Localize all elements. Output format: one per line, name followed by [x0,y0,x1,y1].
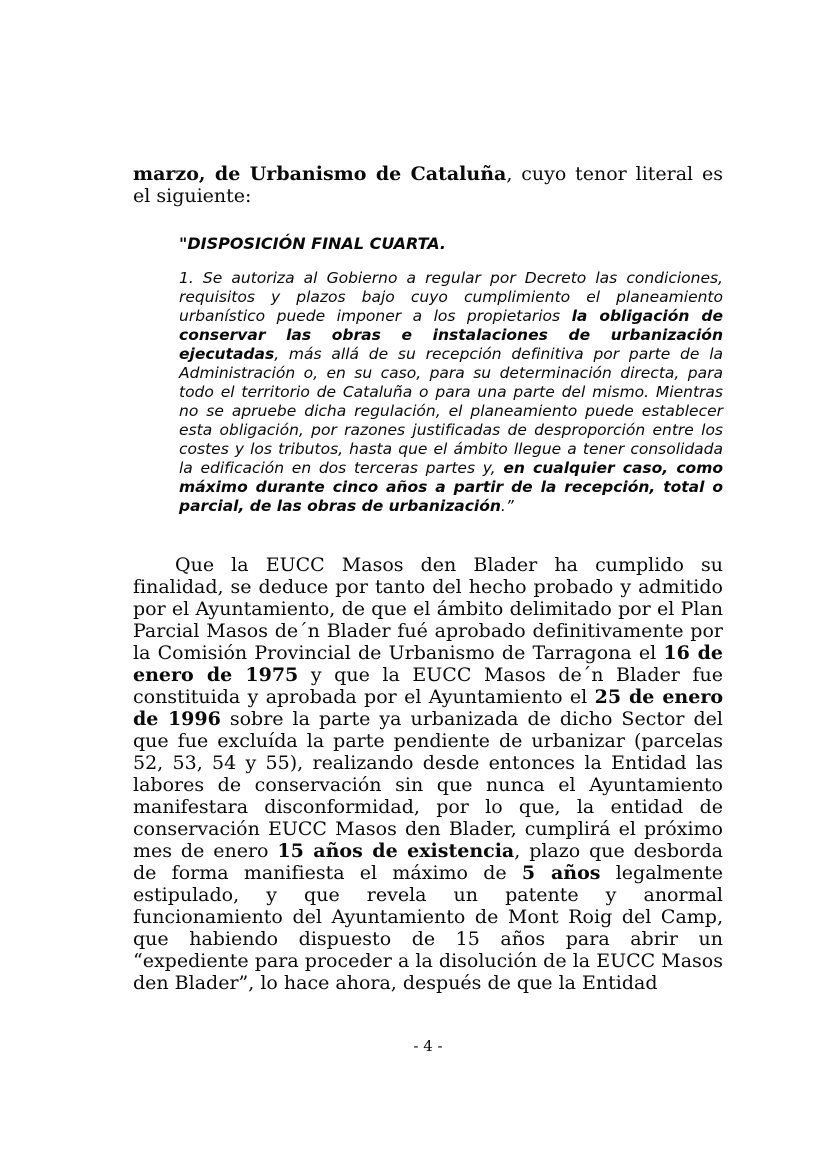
quote-body-paragraph [179,269,723,516]
text-run: sobre la parte ya urbanizada de dicho Sector del que fue excluída la parte pendiente de urbanizar (parcelas 52, 53, 54 y 55), realizando desde entonces la Entidad las labores de conservación sin que nunca el Ayuntamiento manifestara disconformidad, por lo que, la entidad de conservación EUCC Masos den Blader, cumplirá el próximo mes de enero [133,708,723,862]
intro-paragraph [133,163,723,207]
text-run: marzo, de Urbanismo de Cataluña [133,163,507,185]
text-run: 5 años [521,862,601,884]
text-run: 15 años de existencia [277,840,515,862]
page-content [133,163,723,994]
main-paragraph [133,554,723,994]
text-run: 1. Se autoriza al Gobierno a regular por Decreto las condiciones, requisitos y plazos bajo cuyo cumplimiento el planeamiento urbanístico puede imponer a los propietarios [179,269,723,325]
text-run: , cuyo tenor literal es el siguiente: [133,163,723,207]
text-run: la obligación de conservar las obras e instalaciones de urbanización ejecutadas [179,307,723,363]
text-run: , plazo que desborda de forma manifiesta el máximo de [133,840,723,884]
text-run: en cualquier caso, como máximo durante cinco años a partir de la recepción, total o parcial, de las obras de urbanización [179,459,723,515]
text-run: y que la EUCC Masos de´n Blader fue constituida y aprobada por el Ayuntamiento el [133,664,723,708]
text-run: .” [500,497,514,515]
quote-heading [179,233,723,255]
text-run: "DISPOSICIÓN FINAL CUARTA. [179,234,447,253]
text-run: 16 de enero de 1975 [133,642,723,686]
text-run: legalmente estipulado, y que revela un patente y anormal funcionamiento del Ayuntamiento de Mont Roig del Camp, que habiendo dispuesto de 15 años para abrir un “expediente para proceder a la disolución de la EUCC Masos den Blader”, lo hace ahora, después de que la Entidad [133,862,723,994]
text-run: , más allá de su recepción definitiva por parte de la Administración o, en su caso, para su determinación directa, para todo el territorio de Cataluña o para una parte del mismo. Mientras no se apruebe dicha regulación, el planeamiento puede establecer esta obligación, por razones justificadas de desproporción entre los costes y los tributos, hasta que el ámbito llegue a tener consolidada la edificación en dos terceras partes y, [179,345,723,477]
text-run: 25 de enero de 1996 [133,686,723,730]
page-number: - 4 - [413,1037,443,1055]
text-run: Que la EUCC Masos den Blader ha cumplido su finalidad, se deduce por tanto del hecho probado y admitido por el Ayuntamiento, de que el ámbito delimitado por el Plan Parcial Masos de´n Blader fué aprobado definitivamente por la Comisión Provincial de Urbanismo de Tarragona el [133,554,723,664]
